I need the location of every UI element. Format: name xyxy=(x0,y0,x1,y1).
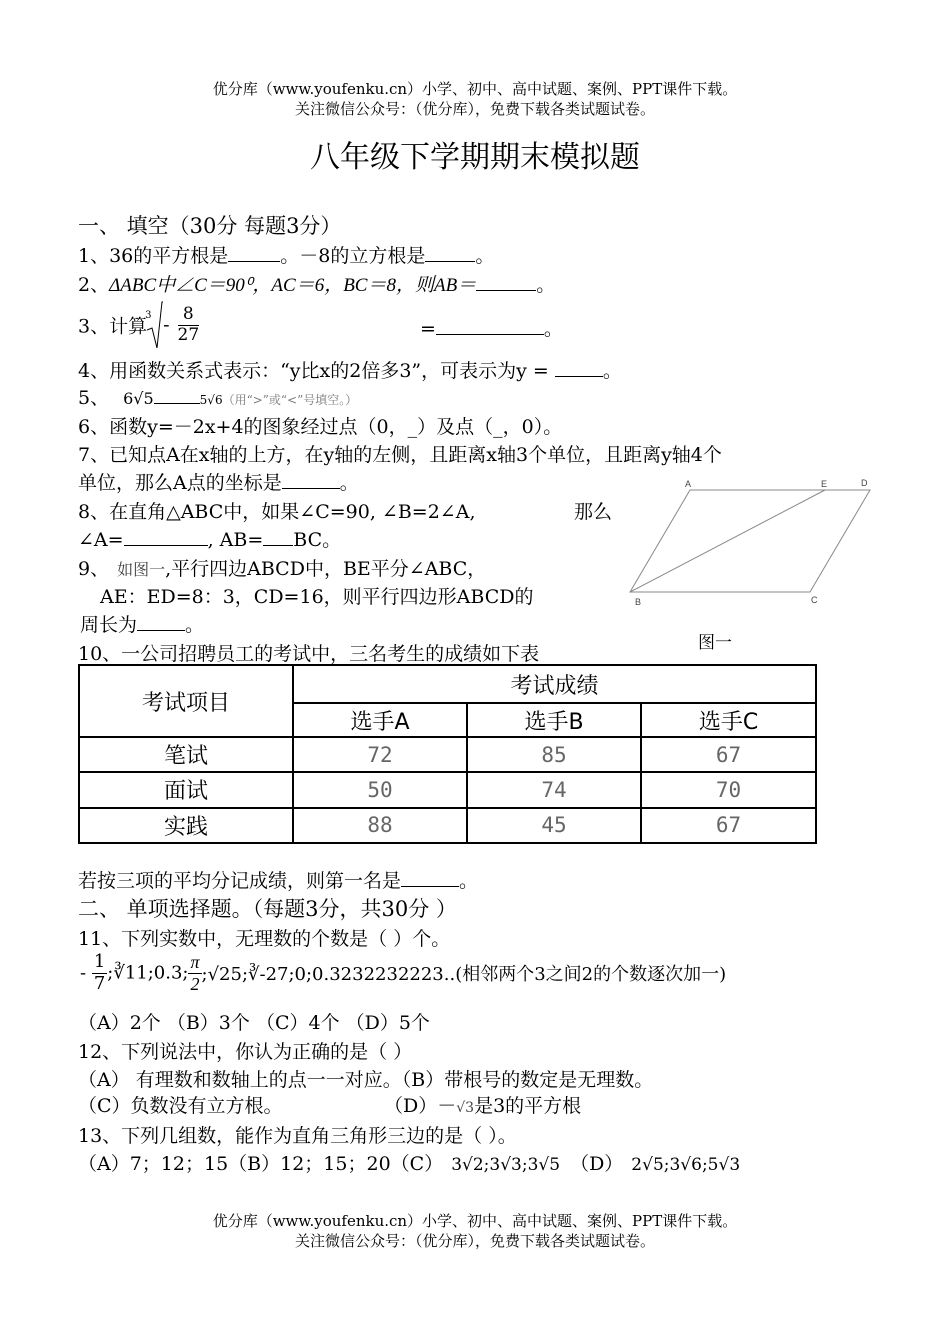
label-e: E xyxy=(821,479,828,489)
score-cell: 85 xyxy=(467,737,641,772)
question-12-option-a-b: （A） 有理数和数轴上的点一一对应。（B）带根号的数定是无理数。 xyxy=(78,1069,654,1091)
score-cell: 74 xyxy=(467,772,641,807)
segment-be xyxy=(630,490,825,592)
score-table xyxy=(78,664,817,844)
label-b: B xyxy=(635,597,642,607)
table-header-item: 考试项目 xyxy=(79,665,293,737)
question-1: 1、36的平方根是 。－8的立方根是 。 xyxy=(78,245,495,267)
question-12: 12、下列说法中，你认为正确的是（ ） xyxy=(78,1041,413,1063)
question-10-after: 若按三项的平均分记成绩，则第一名是 。 xyxy=(78,870,479,892)
parallelogram-figure xyxy=(625,475,880,610)
score-cell: 45 xyxy=(467,808,641,843)
question-9-line-2: AE：ED=8：3，CD=16，则平行四边形ABCD的 xyxy=(100,586,534,608)
question-11-options: （A）2个 （B）3个 （C）4个 （D）5个 xyxy=(78,1012,430,1034)
question-12-option-d: （D）－√3是3的平方根 xyxy=(384,1095,582,1117)
score-cell: 70 xyxy=(641,772,816,807)
question-13-options: （A）7；12；15（B）12；15；20（C） 3√2;3√3;3√5 （D） 2√5;3√6;5√3 xyxy=(78,1153,741,1175)
row-item: 实践 xyxy=(79,808,293,843)
header-line-1: 优分库（www.youfenku.cn）小学、初中、高中试题、案例、PPT课件下载。 xyxy=(212,80,738,98)
question-12-option-c: （C）负数没有立方根。 xyxy=(78,1095,283,1117)
footer-line-1: 优分库（www.youfenku.cn）小学、初中、高中试题、案例、PPT课件下载。 xyxy=(212,1212,738,1230)
table-header-player-b: 选手B xyxy=(467,703,641,737)
question-4: 4、用函数关系式表示：“y比x的2倍多3”，可表示为y = 。 xyxy=(78,360,622,382)
header-line-2: 关注微信公众号：（优分库），免费下载各类试题试卷。 xyxy=(294,100,655,118)
question-5: 5、 6√5 5√6（用“>”或“<”号填空。） xyxy=(78,387,358,409)
question-6: 6、函数y=－2x+4的图象经过点（0，_）及点（_，0）。 xyxy=(78,416,563,438)
cube-root-sign: 3 xyxy=(147,300,163,350)
row-item: 面试 xyxy=(79,772,293,807)
question-7-line-1: 7、已知点A在x轴的上方，在y轴的左侧，且距离x轴3个单位，且距离y轴4个 xyxy=(78,444,722,466)
question-10: 10、一公司招聘员工的考试中，三名考生的成绩如下表 xyxy=(78,643,540,665)
row-item: 笔试 xyxy=(79,737,293,772)
question-11: 11、下列实数中，无理数的个数是（ ）个。 xyxy=(78,928,451,950)
question-7-line-2: 单位，那么A点的坐标是 。 xyxy=(78,472,359,494)
question-3-answer: = 。 xyxy=(420,318,563,340)
score-cell: 67 xyxy=(641,808,816,843)
label-c: C xyxy=(811,595,818,605)
table-row xyxy=(79,772,816,807)
question-9-line-1: 9、 如图一,平行四边ABCD中，BE平分∠ABC， xyxy=(78,558,487,580)
score-cell: 88 xyxy=(293,808,467,843)
table-header-player-a: 选手A xyxy=(293,703,467,737)
table-row xyxy=(79,808,816,843)
question-8-line-1: 8、在直角△ABC中，如果∠C=90, ∠B=2∠A, xyxy=(78,501,476,523)
question-8-tail: 那么 xyxy=(574,501,613,523)
label-a: A xyxy=(685,479,692,489)
figure-caption: 图一 xyxy=(698,633,732,653)
question-8-line-2: ∠A= , AB= BC。 xyxy=(78,529,342,551)
question-3: 3、计算 3 - $\frac{8}{27}$ xyxy=(78,300,199,350)
footer-line-2: 关注微信公众号：（优分库），免费下载各类试题试卷。 xyxy=(294,1232,655,1250)
radical-icon xyxy=(147,300,163,350)
section2-heading: 二、 单项选择题。（每题3分，共30分 ） xyxy=(78,897,457,921)
table-header-player-c: 选手C xyxy=(641,703,816,737)
table-header-score: 考试成绩 xyxy=(293,665,816,703)
score-cell: 67 xyxy=(641,737,816,772)
score-cell: 50 xyxy=(293,772,467,807)
label-d: D xyxy=(861,478,868,488)
question-2: 2、ΔABC中∠C＝90⁰，AC＝6，BC＝8，则AB＝ 。 xyxy=(78,274,556,296)
question-13: 13、下列几组数，能作为直角三角形三边的是（ ）。 xyxy=(78,1125,517,1147)
question-11-numbers: - $\frac{1}{7}$ ;∛11;0.3; $\frac{\pi}{2}$ ;√25;∛-27;0;0.3232232223..(相邻两个3之间2的个数逐次加一) xyxy=(80,951,727,994)
section1-heading: 一、 填空（30分 每题3分） xyxy=(78,214,342,238)
score-cell: 72 xyxy=(293,737,467,772)
page-title: 八年级下学期期末模拟题 xyxy=(310,140,640,175)
parallelogram-abcd xyxy=(630,490,870,592)
table-row xyxy=(79,737,816,772)
question-9-line-3: 周长为 。 xyxy=(80,614,205,636)
